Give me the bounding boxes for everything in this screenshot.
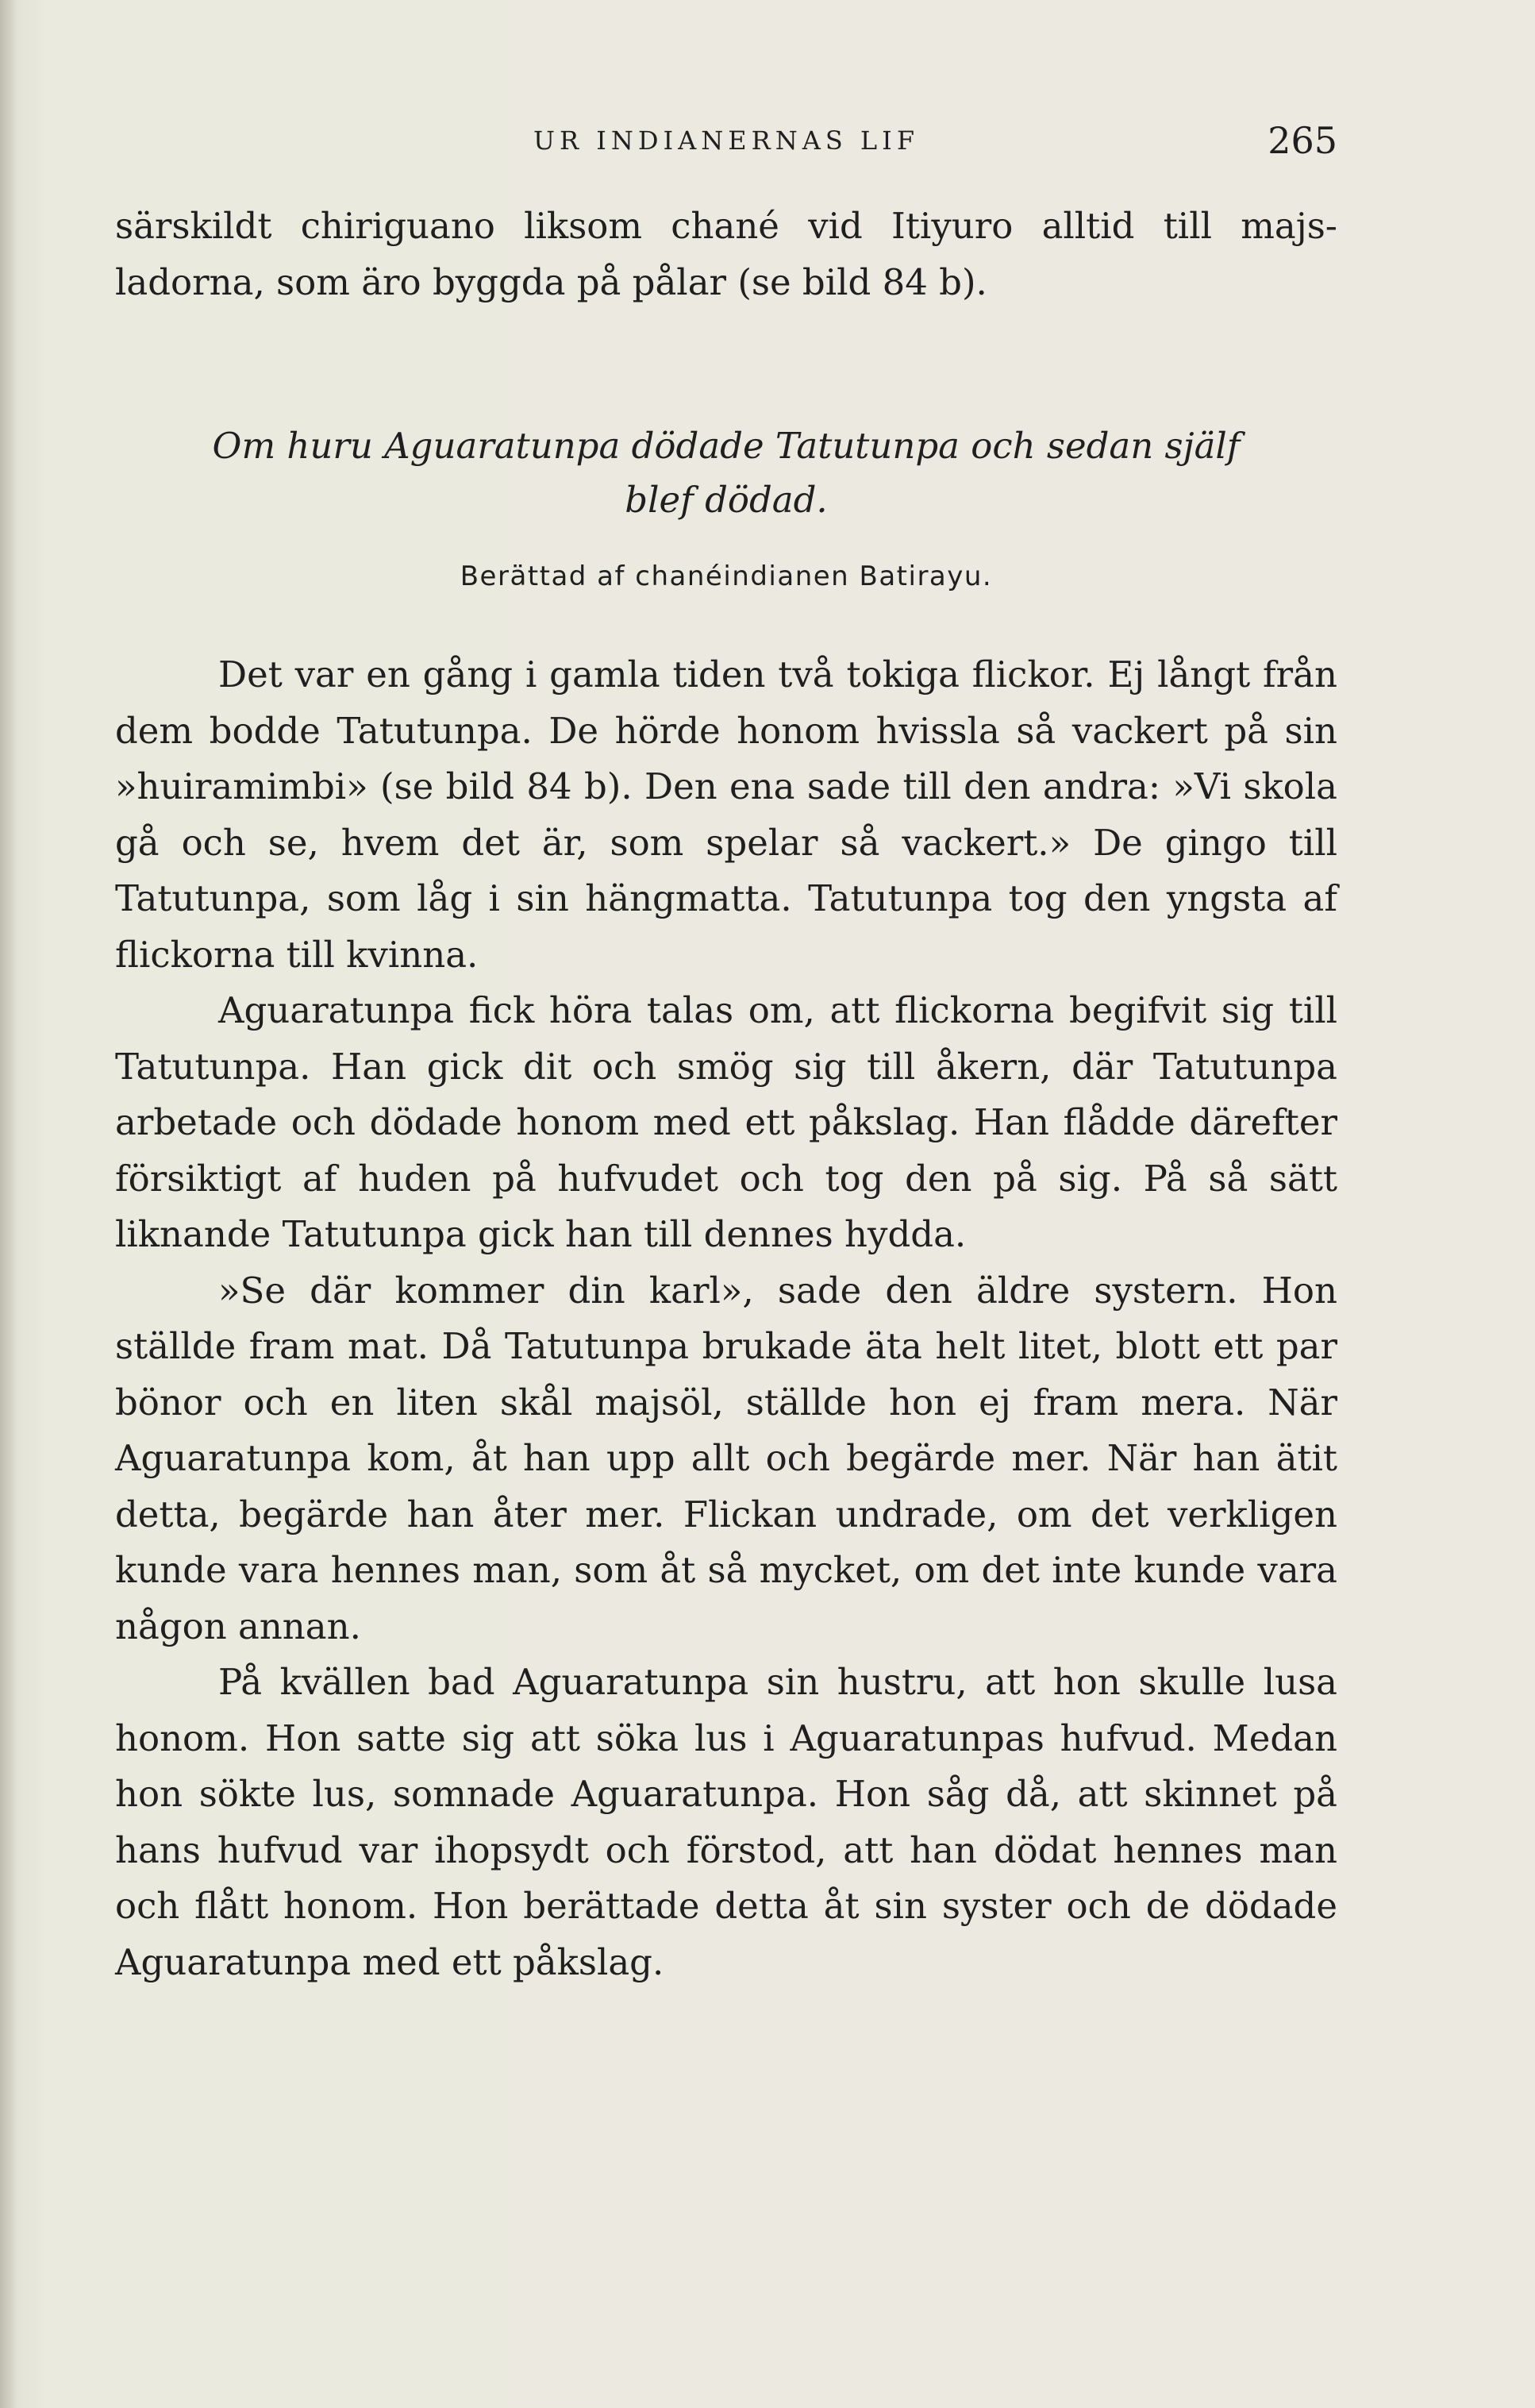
page-edge-shadow <box>0 0 17 2408</box>
story-title-line-2: blef dödad. <box>625 479 828 521</box>
story-body <box>115 647 1337 1990</box>
story-title-line-1: Om huru Aguaratunpa dödade Tatutunpa och sedan själf <box>212 425 1241 467</box>
story-paragraph: Aguaratunpa fick höra talas om, att flickorna begifvit sig till Tatutunpa. Han gick dit och smög sig till åkern, där Tatutunpa arbetade och dödade honom med ett påkslag. Han flådde därefter försiktigt af huden på hufvudet och tog den på sig. På så sätt liknande Tatutunpa gick han till dennes hydda. <box>115 989 1337 1255</box>
page-number: 265 <box>1268 119 1337 162</box>
story-credit: Berättad af chanéindianen Batirayu. <box>460 561 993 592</box>
running-header <box>115 119 1337 175</box>
running-title: UR INDIANERNAS LIF <box>533 125 920 156</box>
intro-paragraph: särskildt chiriguano liksom chané vid Itiyuro alltid till majs-ladorna, som äro byggda på pålar (se bild 84 b). <box>115 205 1337 303</box>
intro-text-block <box>115 198 1337 310</box>
story-paragraph: »Se där kommer din karl», sade den äldre systern. Hon ställde fram mat. Då Tatutunpa brukade äta helt litet, blott ett par bönor och en liten skål majsöl, ställde hon ej fram mera. När Aguaratunpa kom, åt han upp allt och begärde mer. När han ätit detta, begärde han åter mer. Flickan undrade, om det verkligen kunde vara hennes man, som åt så mycket, om det inte kunde vara någon annan. <box>115 1269 1337 1647</box>
story-title <box>115 419 1337 527</box>
story-paragraph: Det var en gång i gamla tiden två tokiga flickor. Ej långt från dem bodde Tatutunpa. De hörde honom hvissla så vackert på sin »huiramimbi» (se bild 84 b). Den ena sade till den andra: »Vi skola gå och se, hvem det är, som spelar så vackert.» De gingo till Tatutunpa, som låg i sin hängmatta. Tatutunpa tog den yngsta af flickorna till kvinna. <box>115 653 1337 976</box>
story-paragraph: På kvällen bad Aguaratunpa sin hustru, att hon skulle lusa honom. Hon satte sig att söka lus i Aguaratunpas hufvud. Medan hon sökte lus, somnade Aguaratunpa. Hon såg då, att skinnet på hans hufvud var ihopsydt och förstod, att han dödat hennes man och flått honom. Hon berättade detta åt sin syster och de dödade Aguaratunpa med ett påkslag. <box>115 1661 1337 1983</box>
